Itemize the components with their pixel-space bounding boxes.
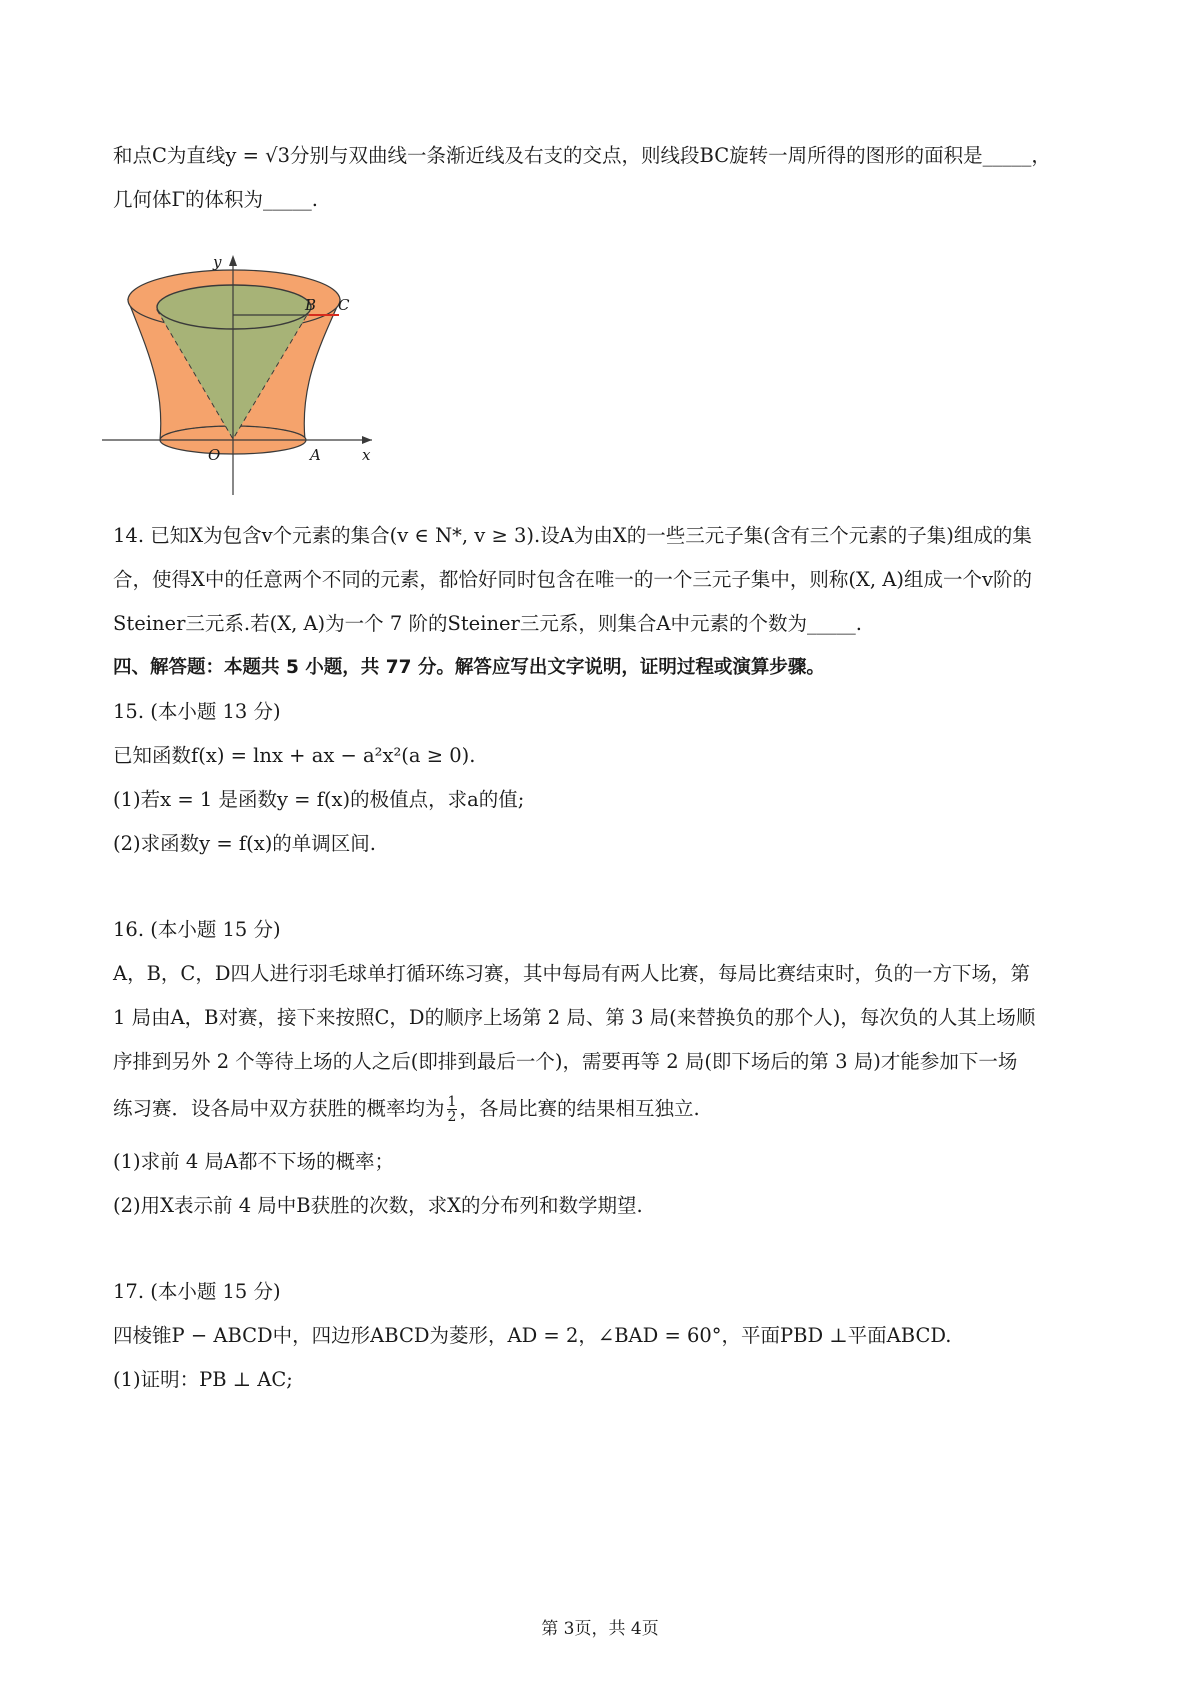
point-b-label: B bbox=[305, 296, 317, 314]
question-17-header: 17. (本小题 15 分) bbox=[113, 1280, 281, 1303]
question-16-line-2: 1 局由A，B对赛，接下来按照C，D的顺序上场第 2 局、第 3 局(来替换负的那个人)，每次负的人其上场顺 bbox=[113, 1006, 1036, 1029]
question-14-line-1: 14. 已知X为包含v个元素的集合(v ∈ N*, v ≥ 3).设A为由X的一些三元子集(含有三个元素的子集)组成的集 bbox=[113, 524, 1032, 547]
fraction-denominator: 2 bbox=[447, 1109, 457, 1125]
question-14-line-2: 合，使得X中的任意两个不同的元素，都恰好同时包含在唯一的一个三元子集中，则称(X, A)组成一个v阶的 bbox=[113, 568, 1032, 591]
inner-top-ellipse bbox=[157, 285, 311, 329]
question-13-line-1: 和点C为直线y = √3分别与双曲线一条渐近线及右支的交点，则线段BC旋转一周所得的图形的面积是_____， bbox=[113, 144, 1051, 167]
question-16-line-4 bbox=[113, 1095, 700, 1124]
question-14-line-3: Steiner三元系.若(X, A)为一个 7 阶的Steiner三元系，则集合A中元素的个数为_____. bbox=[113, 612, 862, 635]
cup-figure bbox=[100, 255, 390, 505]
x-axis-label: x bbox=[362, 446, 371, 464]
fraction-numerator: 1 bbox=[447, 1094, 457, 1110]
question-15-line-3: (2)求函数y = f(x)的单调区间. bbox=[113, 832, 377, 855]
question-13-line-2: 几何体Γ的体积为_____. bbox=[113, 188, 318, 211]
question-16-line-5: (1)求前 4 局A都不下场的概率； bbox=[113, 1150, 395, 1173]
x-axis-arrow bbox=[362, 436, 372, 444]
origin-label: O bbox=[208, 446, 221, 464]
section-4-heading: 四、解答题：本题共 5 小题，共 77 分。解答应写出文字说明，证明过程或演算步骤。 bbox=[113, 657, 825, 678]
line-4-text-b: ，各局比赛的结果相互独立. bbox=[459, 1097, 700, 1120]
y-axis-label: y bbox=[213, 255, 222, 271]
question-15-line-1: 已知函数f(x) = lnx + ax − a²x²(a ≥ 0). bbox=[113, 744, 476, 767]
question-15-header: 15. (本小题 13 分) bbox=[113, 700, 281, 723]
fraction-one-half bbox=[447, 1095, 458, 1124]
question-16-line-6: (2)用X表示前 4 局中B获胜的次数，求X的分布列和数学期望. bbox=[113, 1194, 643, 1217]
point-c-label: C bbox=[338, 296, 350, 314]
question-17-line-1: 四棱锥P − ABCD中，四边形ABCD为菱形，AD = 2，∠BAD = 60°，平面PBD ⊥平面ABCD. bbox=[113, 1324, 952, 1347]
question-16-header: 16. (本小题 15 分) bbox=[113, 918, 281, 941]
question-16-line-3: 序排到另外 2 个等待上场的人之后(即排到最后一个)，需要再等 2 局(即下场后的第 3 局)才能参加下一场 bbox=[113, 1050, 1018, 1073]
page-footer: 第 3页，共 4页 bbox=[541, 1619, 659, 1639]
line-4-text-a: 练习赛．设各局中双方获胜的概率均为 bbox=[113, 1097, 445, 1120]
question-16-line-1: A，B，C，D四人进行羽毛球单打循环练习赛，其中每局有两人比赛，每局比赛结束时，负的一方下场，第 bbox=[113, 962, 1030, 985]
y-axis-arrow bbox=[229, 255, 237, 266]
question-17-line-2: (1)证明：PB ⊥ AC; bbox=[113, 1368, 293, 1391]
question-15-line-2: (1)若x = 1 是函数y = f(x)的极值点，求a的值; bbox=[113, 788, 525, 811]
point-a-label: A bbox=[310, 446, 321, 464]
